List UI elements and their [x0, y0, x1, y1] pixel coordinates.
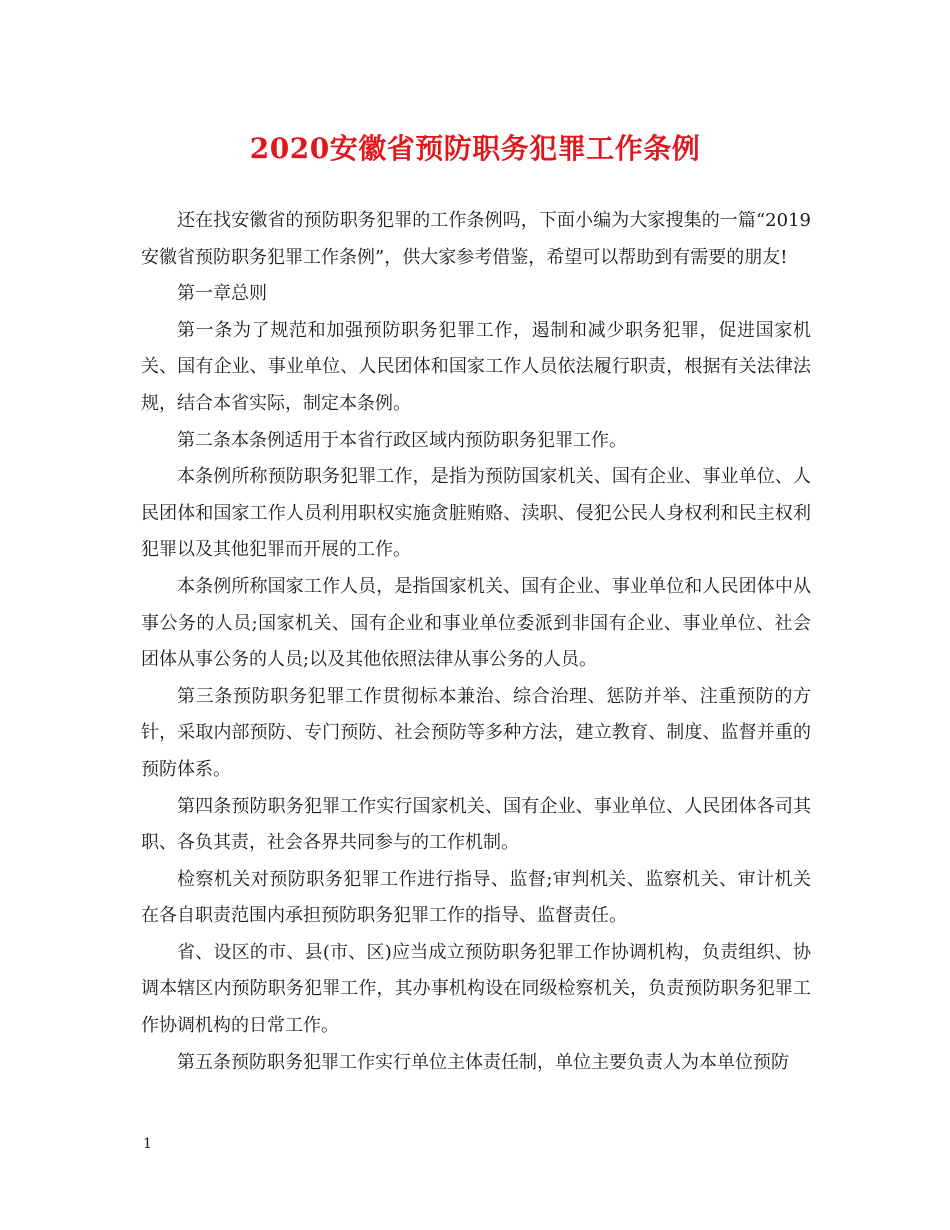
intro-paragraph: 还在找安徽省的预防职务犯罪的工作条例吗，下面小编为大家搜集的一篇“2019安徽省预防职务犯罪工作条例”，供大家参考借鉴，希望可以帮助到有需要的朋友!: [141, 210, 811, 268]
article-paragraph: 第四条预防职务犯罪工作实行国家机关、国有企业、事业单位、人民团体各司其职、各负其责，社会各界共同参与的工作机制。: [141, 795, 811, 854]
page-number: 1: [143, 1136, 152, 1152]
article-paragraph: 第五条预防职务犯罪工作实行单位主体责任制，单位主要负责人为本单位预防: [177, 1051, 789, 1073]
document-title: 2020安徽省预防职务犯罪工作条例: [249, 132, 701, 165]
article-paragraph: 本条例所称预防职务犯罪工作，是指为预防国家机关、国有企业、事业单位、人民团体和国家工作人员利用职权实施贪脏贿赂、渎职、侵犯公民人身权利和民主权利犯罪以及其他犯罪而开展的工作。: [141, 466, 811, 561]
chapter-heading: 第一章总则: [177, 283, 267, 305]
article-paragraph: 第一条为了规范和加强预防职务犯罪工作，遏制和减少职务犯罪，促进国家机关、国有企业、事业单位、人民团体和国家工作人员依法履行职责，根据有关法律法规，结合本省实际，制定本条例。: [141, 319, 811, 414]
article-paragraph: 本条例所称国家工作人员，是指国家机关、国有企业、事业单位和人民团体中从事公务的人员;国家机关、国有企业和事业单位委派到非国有企业、事业单位、社会团体从事公务的人员;以及其他依照法律从事公务的人员。: [141, 575, 811, 671]
article-paragraph: 第二条本条例适用于本省行政区域内预防职务犯罪工作。: [177, 429, 627, 451]
article-paragraph: 第三条预防职务犯罪工作贯彻标本兼治、综合治理、惩防并举、注重预防的方针，采取内部预防、专门预防、社会预防等多种方法，建立教育、制度、监督并重的预防体系。: [141, 685, 811, 780]
document-body: [141, 203, 811, 1081]
article-paragraph: 省、设区的市、县(市、区)应当成立预防职务犯罪工作协调机构，负责组织、协调本辖区内预防职务犯罪工作，其办事机构设在同级检察机关，负责预防职务犯罪工作协调机构的日常工作。: [141, 941, 811, 1037]
article-paragraph: 检察机关对预防职务犯罪工作进行指导、监督;审判机关、监察机关、审计机关在各自职责范围内承担预防职务犯罪工作的指导、监督责任。: [141, 868, 811, 927]
